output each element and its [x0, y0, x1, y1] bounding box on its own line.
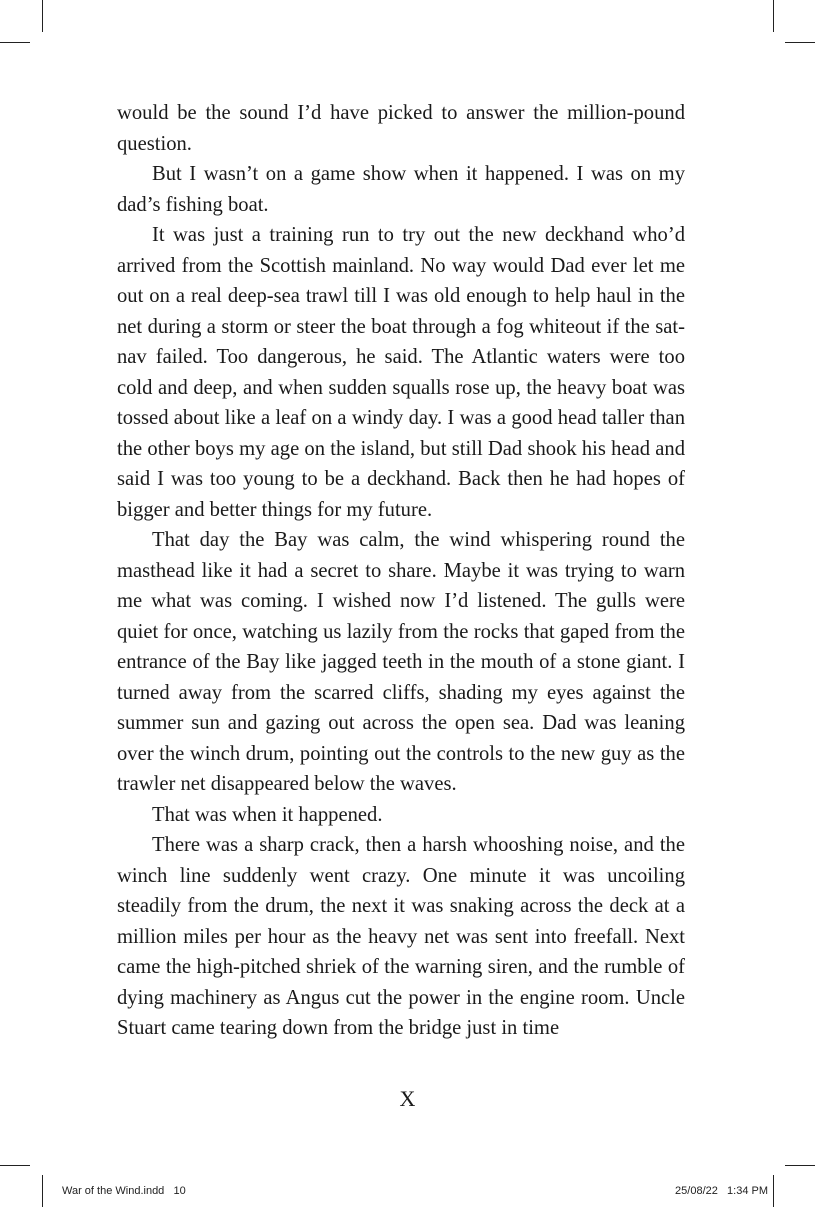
crop-mark-top-right-h — [785, 42, 815, 43]
crop-mark-bottom-left — [42, 1175, 43, 1207]
body-text — [117, 98, 685, 1044]
slug-file-name: War of the Wind.indd 10 — [62, 1185, 186, 1197]
crop-mark-top-left-h — [0, 42, 30, 43]
paragraph: That was when it happened. — [152, 803, 383, 826]
paragraph: But I wasn’t on a game show when it happened. I was on my dad’s fishing boat. — [117, 163, 685, 216]
paragraph: would be the sound I’d have picked to answer the million-pound question. — [117, 102, 685, 155]
paragraph: There was a sharp crack, then a harsh whooshing noise, and the winch line suddenly went crazy. One minute it was uncoiling steadily from the drum, the next it was snaking across the deck at a million miles per hour as the heavy net was sent into freefall. Next came the high-pitched shriek of the warning siren, and the rumble of dying machinery as Angus cut the power in the engine room. Uncle Stuart came tearing down from the bridge just in time — [117, 834, 685, 1039]
crop-mark-top-right — [773, 0, 774, 32]
crop-mark-bottom-right — [773, 1175, 774, 1207]
crop-mark-top-left — [42, 0, 43, 32]
slug-timestamp: 25/08/22 1:34 PM — [675, 1185, 768, 1197]
crop-mark-bottom-left-h — [0, 1165, 30, 1166]
paragraph: That day the Bay was calm, the wind whispering round the masthead like it had a secret to share. Maybe it was trying to warn me what was coming. I wished now I’d listened. The gulls were quiet for once, watching us lazily from the rocks that gaped from the entrance of the Bay like jagged teeth in the mouth of a stone giant. I turned away from the scarred cliffs, shading my eyes against the summer sun and gazing out across the open sea. Dad was leaning over the winch drum, pointing out the controls to the new guy as the trawler net disappeared below the waves. — [117, 529, 685, 795]
page-number: X — [399, 1086, 416, 1111]
crop-mark-bottom-right-h — [785, 1165, 815, 1166]
paragraph: It was just a training run to try out the new deckhand who’d arrived from the Scottish mainland. No way would Dad ever let me out on a real deep-sea trawl till I was old enough to help haul in the net during a storm or steer the boat through a fog whiteout if the sat-nav failed. Too dangerous, he said. The Atlantic waters were too cold and deep, and when sudden squalls rose up, the heavy boat was tossed about like a leaf on a windy day. I was a good head taller than the other boys my age on the island, but still Dad shook his head and said I was too young to be a deckhand. Back then he had hopes of bigger and better things for my future. — [117, 224, 685, 521]
